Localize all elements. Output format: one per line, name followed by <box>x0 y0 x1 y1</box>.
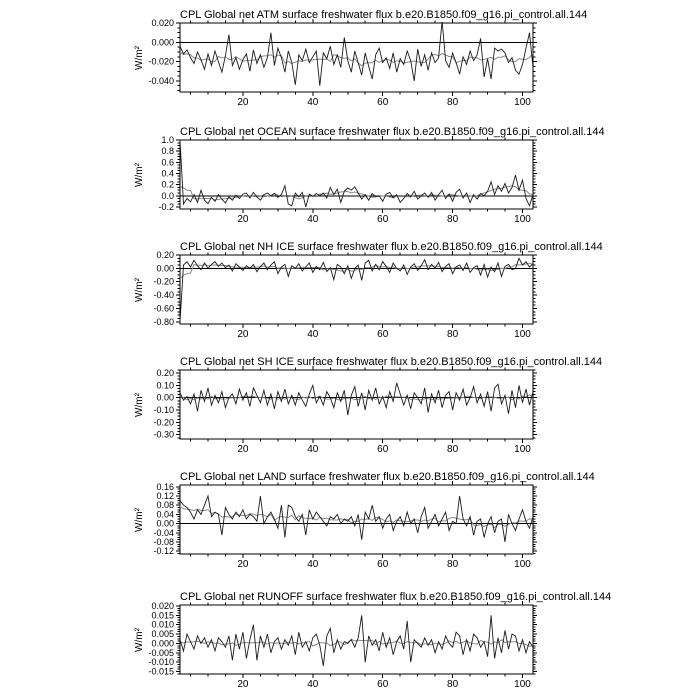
chart-panel-runoff <box>148 601 537 690</box>
y-tick-label: 0.04 <box>156 509 174 520</box>
y-tick-label: -0.60 <box>153 303 174 314</box>
y-tick-label: 0.000 <box>151 37 174 48</box>
chart-title-land: CPL Global net LAND surface freshwater flux b.e20.B1850.f09_g16.pi_control.all.144 <box>180 471 595 483</box>
x-tick-label: 40 <box>307 214 319 225</box>
y-tick-label: 0.005 <box>151 629 174 640</box>
x-tick-label: 40 <box>307 679 319 690</box>
x-tick-label: 40 <box>307 329 319 340</box>
y-axis-label-runoff: W/m² <box>134 628 145 652</box>
running-mean-line <box>180 263 533 279</box>
y-tick-label: -0.20 <box>153 276 174 287</box>
y-tick-label: 0.8 <box>161 146 174 157</box>
y-tick-label: -0.2 <box>158 201 174 212</box>
y-tick-label: 0.10 <box>156 380 174 391</box>
y-tick-label: 0.0 <box>161 190 174 201</box>
x-tick-label: 80 <box>447 329 459 340</box>
y-axis-label-ocean: W/m² <box>134 163 145 187</box>
chart-panel-sh-ice <box>153 366 537 455</box>
chart-panel-land <box>153 481 537 570</box>
y-tick-label: 0.020 <box>151 18 174 28</box>
axes-ocean <box>176 136 537 213</box>
x-tick-label: 60 <box>377 444 389 455</box>
x-tick-label: 40 <box>307 559 319 570</box>
series-line <box>180 496 533 542</box>
y-tick-label: -0.10 <box>153 405 174 416</box>
chart-panel-nh-ice <box>153 250 537 340</box>
y-tick-label: 0.20 <box>156 250 174 260</box>
axes-sh-ice <box>176 366 537 443</box>
x-tick-label: 60 <box>377 679 389 690</box>
x-tick-label: 80 <box>447 214 459 225</box>
chart-title-nh-ice: CPL Global net NH ICE surface freshwater flux b.e20.B1850.f09_g16.pi_control.all.144 <box>180 241 603 253</box>
x-tick-label: 100 <box>514 214 531 225</box>
x-tick-label: 20 <box>237 559 249 570</box>
x-tick-label: 60 <box>377 559 389 570</box>
y-tick-label: -0.80 <box>153 316 174 327</box>
y-tick-label: -0.005 <box>148 647 174 658</box>
y-tick-label: -0.040 <box>148 75 174 86</box>
y-tick-label: -0.015 <box>148 666 174 677</box>
x-tick-label: 80 <box>447 679 459 690</box>
y-tick-label: 0.00 <box>156 263 174 274</box>
x-tick-label: 20 <box>237 679 249 690</box>
y-axis-label-land: W/m² <box>134 508 145 532</box>
x-tick-label: 20 <box>237 444 249 455</box>
x-tick-label: 20 <box>237 97 249 108</box>
y-tick-label: -0.20 <box>153 417 174 428</box>
x-tick-label: 100 <box>514 444 531 455</box>
x-tick-label: 20 <box>237 329 249 340</box>
y-tick-label: 0.015 <box>151 610 174 621</box>
x-tick-label: 100 <box>514 329 531 340</box>
x-tick-label: 80 <box>447 97 459 108</box>
axes-nh-ice <box>176 251 537 328</box>
y-tick-label: 0.12 <box>156 491 174 502</box>
x-tick-label: 40 <box>307 444 319 455</box>
series-line <box>180 258 533 322</box>
y-tick-label: -0.04 <box>153 527 174 538</box>
x-tick-label: 100 <box>514 97 531 108</box>
x-tick-label: 60 <box>377 329 389 340</box>
y-axis-label-atm: W/m² <box>134 46 145 70</box>
x-tick-label: 60 <box>377 97 389 108</box>
y-tick-label: 0.010 <box>151 619 174 630</box>
y-tick-label: 0.08 <box>156 500 174 511</box>
chart-title-sh-ice: CPL Global net SH ICE surface freshwater flux b.e20.B1850.f09_g16.pi_control.all.144 <box>180 356 603 368</box>
y-tick-label: 0.20 <box>156 368 174 379</box>
x-tick-label: 80 <box>447 559 459 570</box>
y-tick-label: -0.010 <box>148 657 174 668</box>
y-tick-label: 0.4 <box>161 168 174 179</box>
y-tick-label: -0.40 <box>153 290 174 301</box>
series-line <box>180 140 533 207</box>
y-axis-label-nh-ice: W/m² <box>134 278 145 302</box>
running-mean-line <box>180 186 533 200</box>
y-tick-label: 0.020 <box>151 600 174 611</box>
y-tick-label: -0.12 <box>153 546 174 557</box>
chart-title-atm: CPL Global net ATM surface freshwater flux b.e20.B1850.f09_g16.pi_control.all.144 <box>180 9 588 21</box>
axes-runoff <box>176 601 537 678</box>
y-tick-label: 0.6 <box>161 157 174 168</box>
y-tick-label: 0.00 <box>156 392 174 403</box>
chart-panel-ocean <box>158 135 537 225</box>
y-tick-label: 0.16 <box>156 481 174 492</box>
chart-title-ocean: CPL Global net OCEAN surface freshwater flux b.e20.B1850.f09_g16.pi_control.all.144 <box>180 126 605 138</box>
x-tick-label: 40 <box>307 97 319 108</box>
y-tick-label: 0.000 <box>151 638 174 649</box>
y-tick-label: -0.08 <box>153 537 174 548</box>
x-tick-label: 60 <box>377 214 389 225</box>
chart-title-runoff: CPL Global net RUNOFF surface freshwater flux b.e20.B1850.f09_g16.pi_control.all.144 <box>180 591 612 603</box>
series-line <box>180 21 533 86</box>
y-tick-label: -0.020 <box>148 56 174 67</box>
y-tick-label: 1.0 <box>161 135 174 145</box>
chart-panel-atm <box>148 18 537 108</box>
x-tick-label: 100 <box>514 679 531 690</box>
x-tick-label: 20 <box>237 214 249 225</box>
y-tick-label: 0.2 <box>161 179 174 190</box>
y-axis-label-sh-ice: W/m² <box>134 393 145 417</box>
x-tick-label: 100 <box>514 559 531 570</box>
y-tick-label: 0.00 <box>156 518 174 529</box>
x-tick-label: 80 <box>447 444 459 455</box>
y-tick-label: -0.30 <box>153 429 174 440</box>
